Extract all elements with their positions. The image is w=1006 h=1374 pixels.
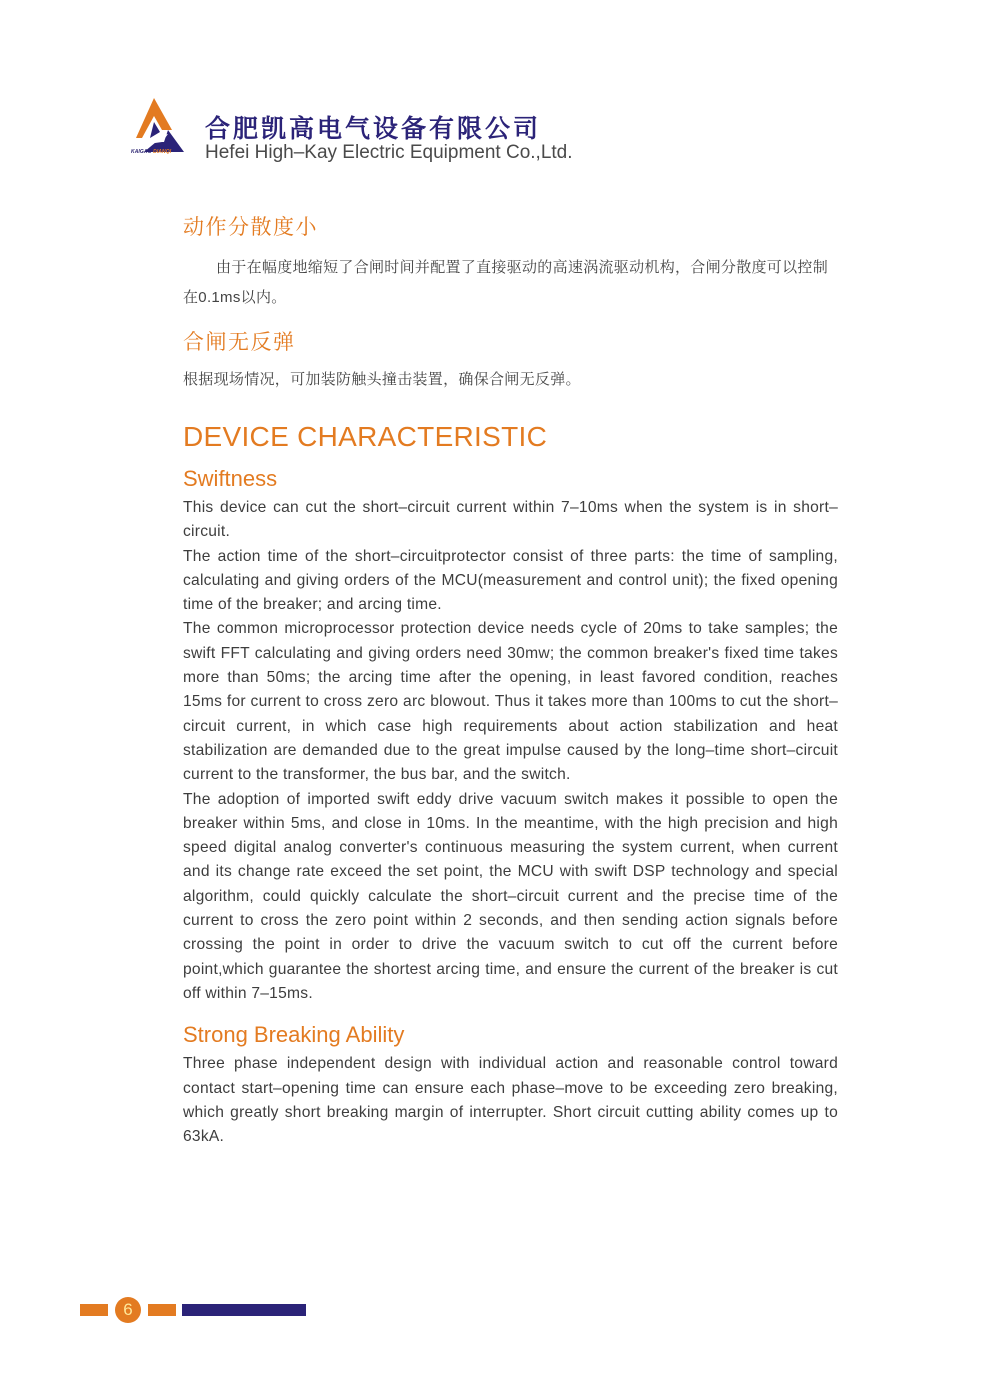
page-content — [183, 212, 838, 1149]
logo-caption-left: KAIGAO — [131, 149, 152, 155]
footer-bar-navy — [182, 1304, 306, 1316]
swiftness-paragraph: The action time of the short–circuitprotector consist of three parts: the time of sampling, calculating and giving orders of the MCU(measurement and control unit); the fixed opening time of the breaker; and arcing time. — [183, 547, 838, 614]
page-footer — [80, 1297, 320, 1323]
footer-bar-orange-left — [80, 1304, 108, 1316]
footer-bar-orange-right — [148, 1304, 176, 1316]
page-number: 6 — [115, 1297, 141, 1323]
cn-paragraph-dispersion: 由于在幅度地缩短了合闸时间并配置了直接驱动的高速涡流驱动机构，合闸分散度可以控制在0.1ms以内。 — [183, 259, 829, 306]
logo-mark-icon — [134, 96, 186, 152]
cn-heading-no-bounce: 合闸无反弹 — [183, 331, 296, 354]
company-name-cn: 合肥凯高电气设备有限公司 — [205, 115, 542, 143]
cn-heading-dispersion: 动作分散度小 — [183, 216, 318, 239]
company-logo — [131, 96, 186, 158]
company-name-en: Hefei High–Kay Electric Equipment Co.,Ltd. — [205, 142, 573, 163]
swiftness-paragraph: The common microprocessor protection device needs cycle of 20ms to take samples; the swift FFT calculating and giving orders need 30mw; the common breaker's fixed time takes more than 50ms; the arcing time after the opening, in least favored condition, reaches 15ms for current to cross zero arc blowout. Thus it takes more than 100ms to cut the short–circuit current, in which case high requirements about action stabilization and heat stabilization are demanded due to the great impulse caused by the long–time short–circuit current to the transformer, the bus bar, and the switch. — [183, 620, 838, 784]
strong-breaking-heading: Strong Breaking Ability — [183, 1022, 405, 1048]
swiftness-paragraph: The adoption of imported swift eddy drive vacuum switch makes it possible to open the breaker within 5ms, and close in 10ms. In the meantime, with the high precision and high speed digital analog converter's continuous measuring the system current, when current and its change rate exceed the set point, the MCU with swift DSP technology and special algorithm, could quickly calculate the short–circuit current and the precise time of the current to cross the zero point within 2 seconds, and then sending action signals before crossing the point in order to drive the vacuum switch to cut off the current before point,which guarantee the shortest arcing time, and ensure the current of the breaker is cut off within 7–15ms. — [183, 790, 838, 1002]
strong-breaking-paragraph: Three phase independent design with individual action and reasonable control toward contact start–opening time can ensure each phase–move to be exceeding zero breaking, which greatly short breaking margin of interrupter. Short circuit cutting ability comes up to 63kA. — [183, 1055, 838, 1146]
logo-caption — [131, 149, 171, 155]
device-characteristic-title: DEVICE CHARACTERISTIC — [183, 421, 548, 452]
swiftness-paragraph: This device can cut the short–circuit current within 7–10ms when the system is in short–circuit. — [183, 499, 838, 541]
swiftness-heading: Swiftness — [183, 466, 278, 491]
logo-caption-right: DIANQI — [153, 149, 172, 155]
cn-paragraph-no-bounce: 根据现场情况，可加装防触头撞击装置，确保合闸无反弹。 — [183, 371, 581, 388]
page-header — [131, 96, 614, 166]
